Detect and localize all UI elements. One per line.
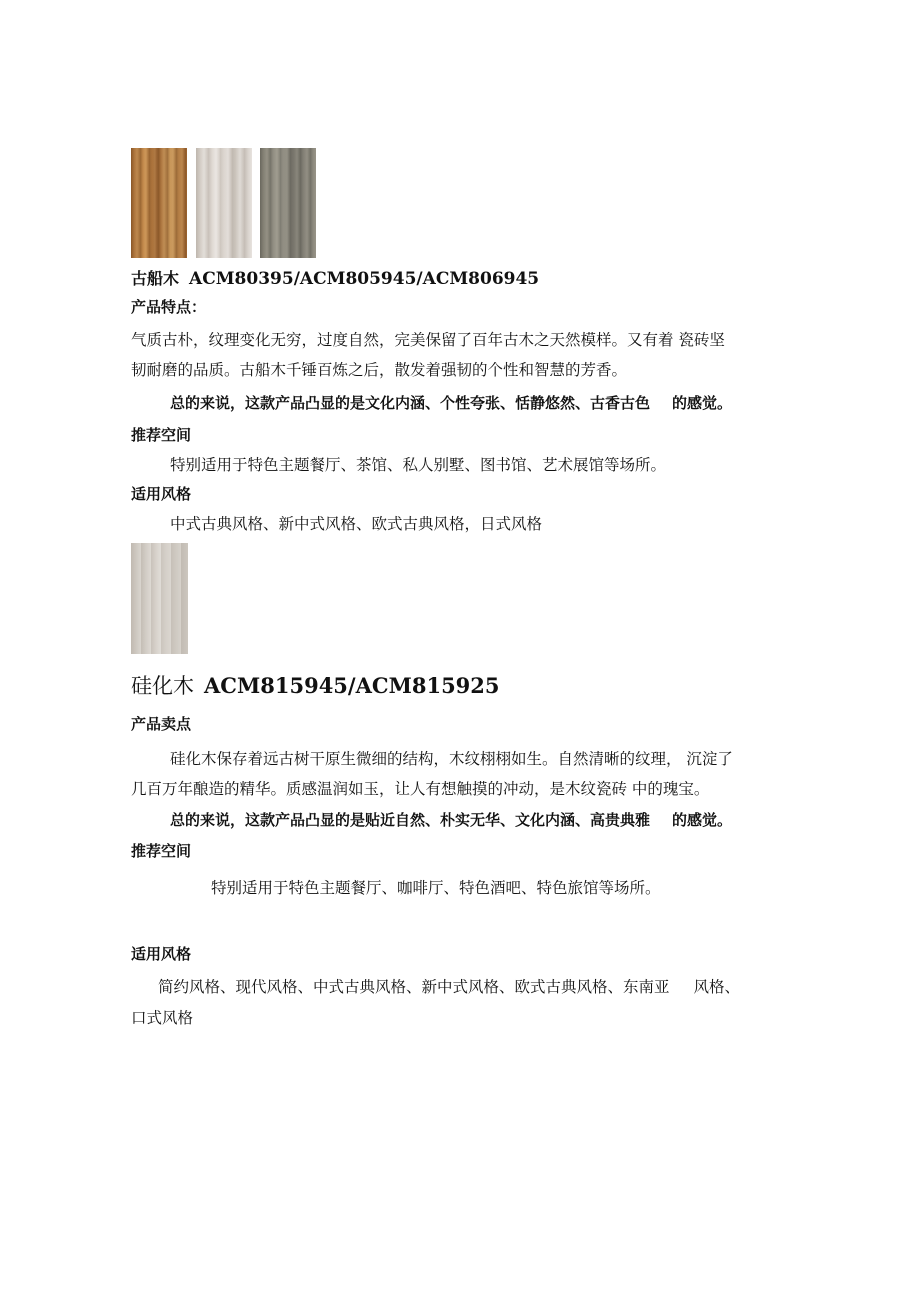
recommended-space-heading: 推荐空间 [131, 842, 192, 860]
wood-swatch-grey-image [260, 148, 316, 258]
features-heading: 产品特点： [131, 298, 207, 316]
applicable-style-heading: 适用风格 [131, 485, 192, 503]
selling-points-heading: 产品卖点 [131, 715, 192, 733]
features-text-line-2: 韧耐磨的品质。古船木千锤百炼之后，散发着强韧的个性和智慧的芳香。 [131, 361, 628, 379]
product-codes: ACM815945/ACM815925 [204, 673, 500, 698]
summary-text-end: 的感觉。 [672, 811, 733, 829]
features-text-line-1: 气质古朴，纹理变化无穷，过度自然，完美保留了百年古木之天然模样。又有着 瓷砖坚 [131, 331, 725, 349]
product-title [131, 670, 500, 700]
selling-points-line-2: 几百万年酿造的精华。质感温润如玉，让人有想触摸的冲动，是木纹瓷砖 中的瑰宝。 [131, 780, 710, 798]
selling-points-line-1: 硅化木保存着远古树干原生微细的结构，木纹栩栩如生。自然清晰的纹理， 沉淀了 [170, 750, 733, 768]
summary-text-end: 的感觉。 [672, 394, 733, 412]
wood-swatch-silicified-image [131, 543, 188, 654]
summary-text-main: 总的来说，这款产品凸显的是贴近自然、朴实无华、文化内涵、高贵典雅 [170, 811, 651, 829]
applicable-style-text: 中式古典风格、新中式风格、欧式古典风格，日式风格 [170, 515, 543, 533]
product-title [131, 266, 539, 289]
applicable-style-line-1-main: 简约风格、现代风格、中式古典风格、新中式风格、欧式古典风格、东南亚 [158, 978, 670, 996]
product-name: 古船木 [131, 269, 180, 288]
product-name: 硅化木 [131, 674, 194, 698]
applicable-style-line-1 [158, 975, 740, 997]
applicable-style-heading: 适用风格 [131, 945, 192, 963]
recommended-space-heading: 推荐空间 [131, 426, 192, 444]
wood-swatch-whitewash-image [196, 148, 252, 258]
product-codes: ACM80395/ACM805945/ACM806945 [189, 269, 540, 289]
summary-text [170, 392, 732, 413]
applicable-style-line-1-end: 风格、 [693, 978, 741, 996]
applicable-style-line-2: 口式风格 [131, 1009, 194, 1027]
summary-text [170, 809, 732, 830]
recommended-space-text: 特别适用于特色主题餐厅、茶馆、私人别墅、图书馆、艺术展馆等场所。 [170, 456, 667, 474]
recommended-space-text: 特别适用于特色主题餐厅、咖啡厅、特色酒吧、特色旅馆等场所。 [211, 879, 661, 897]
summary-text-main: 总的来说，这款产品凸显的是文化内涵、个性夸张、恬静悠然、古香古色 [170, 394, 651, 412]
wood-swatch-brown-image [131, 148, 187, 258]
